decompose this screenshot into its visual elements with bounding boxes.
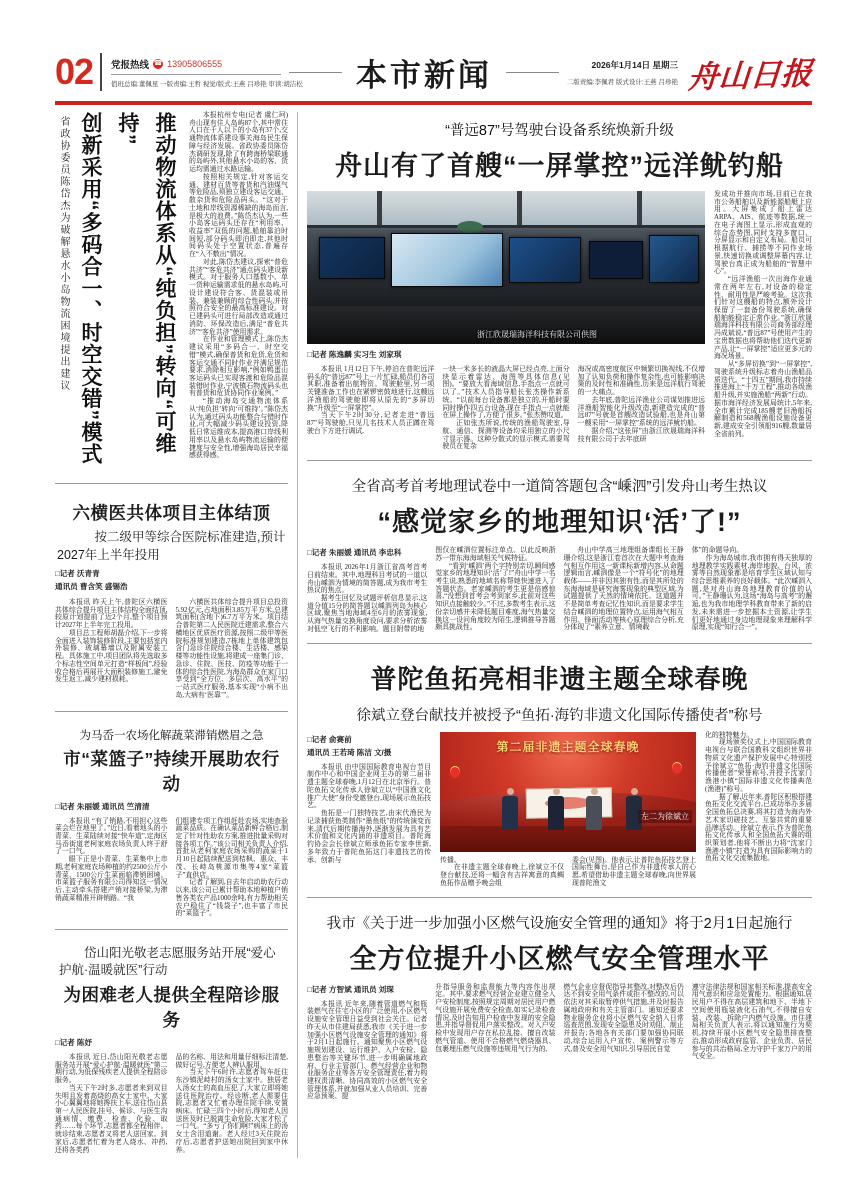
paragraph: 一块一米多长的液晶大屏已经点亮,上面分块显示着雷达、海图等具体信息(见图)。“要放大看海域信息,手指点一点就可以了。”技术人员指导船长张杰操作新系统。“以前每台设备都是独立的,开船时要同时操作四五台设备,现在手指点一点就能在屏上操作了,方便了很多。”张杰赞叹道。 <box>442 366 570 420</box>
byline: □记者 方智斌 通讯员 刘琛 <box>307 984 394 994</box>
paragraph: 按照相关规定,针对客运交通、建材百货等普货和汽油煤气等危险品,须独立建设客运交通、散杂货和危险品码头。“这对于土地和岸线资源稀缺的海岛而言,是极大的浪费。”陈岱杰认为,一些小岛客运码头还存在“利用率、收益率”双低的问题,船舶靠泊时间短,部分码头即泊即走,其他时间码头处于空置状态,普遍存在“入不敷出”情况。 <box>189 173 288 259</box>
article-column <box>307 564 427 634</box>
paragraph: 委会(见图)。他表示,让普陀鱼拓技艺登上国际性舞台,是自己作为非遗传承人的心愿,希望借助非遗主题全球春晚,向世界展现普陀渔文 <box>572 856 696 887</box>
byline: □记者 朱丽媛 通讯员 竺清清 <box>55 801 150 811</box>
right-column <box>298 112 812 1158</box>
article-gas-safety <box>307 905 812 1104</box>
paragraph: 当天下午2时多,志愿者来到双目失明且发着高烧的高女士家中。大家小心翼翼地将她搀扶上车,送往岱山县第一人民医院,挂号、候诊、与医生沟通病情、缴费、检查、化验、取药……每个环节,志愿者都全程相伴。就诊结束,志愿者又将老人送回家。到家后,志愿者忙着为老人烧水、冲药,还将各类药 <box>55 1084 168 1154</box>
masthead-logo: 舟山日报 <box>686 55 814 95</box>
editors-credits: 二版责编:李佩君 版式设计:王燕 吕珍艳 <box>566 78 678 86</box>
page-header <box>55 46 812 98</box>
paragraph: 升指导服务和监督能力等内容作出规定。其中,要求燃气经营企业建立健全入户安检制度,按照规定周期对居民用户燃气设施开展免费安全检查,如实记录检查情况,及时告知用户检查中发现的安全隐患,并指导督促用户落实整改。对入户安检中发现用户存在私拉乱接、擅自改装燃气管道、使用不合格燃气燃烧器具、包裹埋压燃气设施等违规用气行为的, <box>435 983 556 1053</box>
byline: □记者 陈妤 <box>55 1037 93 1047</box>
paragraph: 据介绍,“这张屏”由浙江欣晟瑞海洋科技有限公司于去年底研 <box>577 427 705 443</box>
article-column <box>435 547 555 634</box>
article-geography-exam <box>307 468 812 636</box>
divider <box>307 643 812 644</box>
article-column <box>578 366 705 451</box>
article-column <box>307 1001 427 1102</box>
lantern-decoration <box>450 766 460 778</box>
byline-block <box>55 568 288 592</box>
paragraph: “推动海岛交通物流体系从‘纯负担’转向‘可维持’。”陈岱杰认为,通过码头功能整合与错时作业,可大幅减少码头建设投资,降低日常运维成本,提高港口岸线利用率以及悬水岛屿物流运输的便捷度与安全性,增强海岛居民幸福感获得感。 <box>189 398 288 460</box>
header-divider <box>100 53 102 91</box>
kicker: 我市《关于进一步加强小区燃气设施安全管理的通知》将于2月1日起施行 <box>326 915 793 932</box>
article-column <box>442 366 569 451</box>
section-title-wrap <box>289 50 559 95</box>
paragraph: 化的独特魅力。 <box>705 731 754 739</box>
hotline-phone: 13905806555 <box>167 58 223 69</box>
paragraph: 本报讯 近日,岱山阳光敬老志愿服务站开展“爱心护航·温暖就医”第二期行动,为低保残疾老人提供全程陪诊服务。 <box>55 1053 168 1085</box>
paragraph: 品的名称、用法和用量仔细标注清楚,做好记号,方便老人辨认服用。 <box>175 1053 288 1069</box>
chart-display <box>391 233 503 287</box>
bridge-window <box>307 191 705 228</box>
staff-credits: 值班总编:董佩星 一版责编:王哲 视觉/版式:王燕 吕珍艳 审读:胡洁松 <box>111 80 303 88</box>
paragraph: 体”的命题导向。 <box>691 547 744 555</box>
section-title: 本市新闻 <box>355 57 492 93</box>
hotline-block <box>111 57 303 88</box>
monitor-screen <box>649 235 699 283</box>
lantern-decoration <box>672 762 682 774</box>
stage-person <box>586 788 602 830</box>
paragraph: “远洋渔船一次出海作业通常在两年左右,对设备的稳定性、耐用性是严峻考验。这次我们针对这艘船的特点,额外设计保留了一套备份驾驶系统,确保船舶能稳定正常作业。”浙江欣晟瑞海洋科技有限公司商务部经理冯成斌说,“普远87”号使用产生的宝贵数据也将帮助他们迭代更新产品,让“一屏掌控”适应更多元的海况场景。 <box>714 276 812 361</box>
byline: 通讯员 曹含笑 盛锡浩 <box>55 582 128 591</box>
article-column <box>176 818 289 919</box>
headline-line-1: 推动物流体系从“纯负担”转向“可维持” <box>116 112 176 455</box>
left-column <box>55 112 298 1158</box>
date-line: 2026年1月14日 星期三 <box>591 59 678 70</box>
header-right <box>567 50 812 95</box>
article-column <box>714 191 812 451</box>
paragraph: 眼下正是小青菜、生菜集中上市期,老柯家庭农场种植的约2500公斤小青菜、1500公斤生菜面临滞销困境。市菜篮子服务有限公司得知这一情况后,主动牵头搭建产销对接桥梁,为滞销蔬菜精准开辟销路。“我 <box>55 856 168 902</box>
paragraph: 现场颁奖仪式上,中国国际教育电视台与联合国教科文组织世界非物质文化遗产保护发展中心特别授予徐斌立“鱼拓·海钓非遗文化国际传播使者”荣誉称号,并授予沈家门渔港小镇“国际非遗文化传播典范(渔港)”称号。 <box>705 739 812 793</box>
divider <box>307 897 812 898</box>
paragraph: 对此,陈岱杰建议,探索“普危共济”“客危共济”通点码头建设新模式。对于服务人口基数小、单一货种运输需求低的悬水岛屿,可设计建设符合客、货混装或吊装、兼装兼顾的综合性码头,并按照符合安全的最高标准建设。对已建码头可进行局部改造或通过消防、环保改造后,满足“普危共济”“客危共济”使用需求。 <box>189 258 288 336</box>
paragraph: 本报讯 近年来,随着管道燃气和瓶装燃气在住宅小区的广泛使用,小区燃气设施安全管理日益受到社会关注。记者昨天从市住建局获悉,我市《关于进一步加强小区燃气设施安全管理的通知》将于2月1日起施行。通知聚焦小区燃气设施规划建设、运行维护、入户安检、隐患整治等关键环节,进一步明确属地政府、行业主管部门、燃气经营企业和物业服务企业等各方安全管理责任,着力构建权责清晰、协同高效的小区燃气安全管理体系,并就加强从业人员培训、完善应急预案、提 <box>307 1000 428 1101</box>
kicker: “普远87”号驾驶台设备系统焕新升级 <box>445 123 674 139</box>
article-column <box>572 857 696 888</box>
paragraph: 本报杭州专电(记者 虞仁珂)舟山现有住人岛屿87个,其中常住人口在千人以下的小岛有37个,交通物流体系建设事关海岛民生保障与经济发展。省政协委员陈岱杰调研发现,除了有跨海桥梁联通的岛屿外,其他悬水小岛的客、货运均需通过水路运输。 <box>189 112 288 174</box>
byline: □记者 沃青青 <box>55 569 100 578</box>
instrument-screen <box>589 241 643 279</box>
page-number: 02 <box>55 51 94 92</box>
paragraph: 去年底,普陀远洋渔业公司谋划推进远洋渔船智能化升级改造,新建造完成的“普远87”号就是首艘改造试验船,也是舟山第一艘采用“一屏掌控”系统的远洋鱿钓船。 <box>577 396 705 428</box>
divider <box>55 483 288 484</box>
article-column <box>564 547 684 634</box>
paragraph: 从“多屏切换”到“一屏掌控”,驾驶系统升级标志着舟山渔船品质迭代。“十四五”期间,我市持续推进海上“千万工程”,推动各级渔船升级,并实施渔船“两新”行动。据市海洋经济发展局统计,5年来,全市累计完成185艘老旧渔船拆解制造和568艘渔船设施设备更新,建成安全引领船916艘,数量居全省前列。 <box>714 361 812 438</box>
hotline-label: 党报热线 <box>111 59 150 71</box>
headline: 六横医共体项目主体结顶 <box>72 503 271 523</box>
paragraph: 们组建专项工作组赶赴农场,实地查验蔬菜品质。在确认菜品新鲜合格后,制定了针对性助农方案,推进批量采购对接各项工作。”该公司相关负责人介绍,首批从老柯家庭农场采购的蔬菜于1月10日起陆续配送到桔枫、惠众、丰茂、长峙岛桃源市集等4家“菜篮子”直供店。 <box>175 817 288 879</box>
paragraph: 正如张杰所说,传统的渔船驾驶室,导航、通信、探测等设备均采用独立的小尺寸显示器。这种分散式的显示模式,需要驾驶员在复杂 <box>442 420 570 451</box>
subtitle: 徐斌立登台献技并被授予“鱼拓·海钓非遗文化国际传播使者”称号 <box>356 707 763 724</box>
headline: 为困难老人提供全程陪诊服务 <box>63 984 280 1030</box>
headline: 普陀鱼拓亮相非遗主题全球春晚 <box>370 663 749 694</box>
kicker: 全省高考首考地理试卷中一道简答题包含“嵊泗”引发舟山考生热议 <box>351 479 768 496</box>
article-column <box>307 764 431 865</box>
byline: □记者 陈逸麟 实习生 刘家琪 <box>307 350 402 359</box>
paragraph: 据了解,近年来,普陀区积极搭建鱼拓文化交流平台,已成功举办多届全国鱼拓总决赛,将其打造为海内外艺术家切磋技艺、互鉴共赏的重要品牌活动。徐斌立表示,作为普陀鱼拓文化传承人和全国鱼拓大赛的组织策划者,他将不断出力将“沈家门渔港小镇”打造为具有国际影响力的鱼拓文化交流集散地。 <box>705 793 812 863</box>
photo-label: 左二为徐斌立 <box>638 810 692 823</box>
kicker: 为马岙一农场化解蔬菜滞销燃眉之急 <box>79 729 264 742</box>
article-column <box>564 984 684 1102</box>
byline: □记者 俞赛前 <box>307 734 352 744</box>
paragraph: 当天下午6时许,志愿者驾车赶往东沙镇泥峙村的汤女士家中。独居老人汤女士的高血压犯了,大家立即将她送往医院治疗。经诊断,老人需要住院,志愿者又忙着办理住院手续,安置病床。忙碌三四个小时后,得知老人因送医及时已脱离生命危险,大家才松了一口气。“多亏了你们啊!”病床上的汤女士含泪道谢。老人经过3天住院治疗后,志愿者护送她出院回到家中休养。 <box>175 1069 288 1154</box>
paragraph: “看到‘嵊泗’两个字特别亲切,瞬间感觉家乡的地理知识‘活’了!”舟山中学一名考生说,熟悉的地域名称帮她快速进入了答题状态。老家嵊泗的考生更是倍感惊喜,“没想到首考会考到家乡,此前对这些知识点接触较少。”不过,多数考生表示,这份亲切感并未降低题目难度,海气热量交换这一设问角度较为陌生,逻辑推导答题颇具挑战性。 <box>435 562 556 632</box>
paragraph: 图仅在嵊泗位置标注单点、以此反映浙苏一带东海海域相关气候特征。 <box>435 547 556 562</box>
divider <box>55 711 288 712</box>
article-column <box>705 732 812 888</box>
headline: 舟山有了首艘“一屏掌控”远洋鱿钓船 <box>335 151 784 181</box>
stage-person <box>548 788 564 830</box>
stage-person <box>626 788 642 830</box>
paragraph: 本报讯 “有了销路,不用担心这些菜会烂在地里了。”近日,看着地头的小青菜、生菜陆续对接“快车道”,定海区马岙街道老柯家庭农场负责人终于舒了一口气。 <box>55 817 168 856</box>
vertical-headline <box>55 112 183 476</box>
paragraph: 舟山中学高三地理组备课组长王静珊介绍,这是浙江卷首次在大题中考查海气相互作用这一新课标新增内容,从命题逻辑而言,嵊泗像是一个“符号化”的地理载体——并非因其独有性,而是其所处的东海海域是研究海雾现象的典型区域,为试题提供了天然的情境依托。这道题并不是简单考查记忆性知识,而是要求学生结合嵊泗的地理位置特点,运用海气相互作用、锋面活动等核心原理综合分析,充分体现了“素养立意、情境载 <box>563 547 684 632</box>
article-column <box>176 599 289 700</box>
article-column <box>55 1054 168 1155</box>
paragraph: 作为海岛城市,我市拥有得天独厚的地理教学实践素材,海岸地貌、台风、浓雾等自然现象都是培育学生区域认知与综合思维素养的良好载体。“此次嵊泗入题,是对舟山海岛地理教育价值的认可。”王静珊认为,这场“海岛与高考”的邂逅,也为我市地理学科教育带来了新的启发,未来需进一步挖掘本土资源,让学生们更好地通过身边地理现象来理解科学原理,实现“知行合一”。 <box>691 554 812 632</box>
headline: “感觉家乡的地理知识‘活’了!” <box>377 507 742 538</box>
gala-stage-photo <box>440 732 696 852</box>
byline: 通讯员 王若琦 陈洁 文/摄 <box>307 747 392 757</box>
kicker: 岱山阳光敬老志愿服务站开展“爱心护航·温暖就医”行动 <box>59 946 276 977</box>
ship-bridge-photo <box>307 191 705 344</box>
headline: 市“菜篮子”持续开展助农行动 <box>63 748 280 794</box>
headline-line-2: 创新采用“多码合一、时空交错”模式 <box>79 112 102 465</box>
article-body <box>189 112 288 476</box>
article-column <box>435 984 555 1102</box>
paragraph: 发成功并推向市场,目前已在我市公务船舶以及新能源船艇上应用。大屏集成了船上雷达ARPA、AIS、航迹等数据,统一在电子海图上显示,形成直观的综合态势图,同时支持多窗口、分屏显示和自定义布局。船员可根据航行、捕捞等不同作业场景,快速切换或调整屏幕内容,让驾驶台真正成为船舶的“智慧中心”。 <box>714 191 812 276</box>
subtitle: 按二级甲等综合医院标准建造,预计2027年上半年投用 <box>57 530 286 562</box>
paragraph: 本报讯 昨天上午,普陀区六横医共体综合提升项目主体结构全面结顶,较原计划提前了近2个月,整个项目预计2027年上半年完工投用。 <box>55 599 168 630</box>
phone-icon: ☎ <box>153 60 163 67</box>
paragraph: 项目总工程师胡磊介绍,下一步将全面进入装饰装修阶段,主要包括室内外装修、玻璃幕墙以及附属安装工程。具体施工中,项目团队将先选取多个标志性空间单元打造“样板间”,经验收合格后再展开大面积装修施工,避免发生返工,减少建材损耗。 <box>55 629 168 684</box>
nav-screen <box>509 237 581 283</box>
article-column <box>55 818 168 919</box>
article-elderly-escort <box>55 937 288 1158</box>
article-column <box>176 1054 289 1155</box>
article-island-logistics <box>55 112 288 476</box>
headline: 全方位提升小区燃气安全管理水平 <box>349 943 770 974</box>
photo-caption: 浙江欣晟瑞海洋科技有限公司供图 <box>477 330 597 339</box>
paragraph: 燃气企业应督促指导其整改,对整改后仍达不到安全用气条件或拒不整改的,可以依法对其采取暂停供气措施,并及时报告属地政府和有关主管部门。通知还要求物业服务企业将小区燃气安全纳入日常巡查范围,发现安全隐患及时劝阻、制止并报告;各地各有关部门要加强协同联动,综合运用入户宣传、案例警示等方式,普及安全用气知识,引导居民自觉 <box>563 983 684 1053</box>
kicker: 省政协委员陈岱杰为破解悬水小岛物流困境提出建议 <box>58 116 69 392</box>
paragraph: 本报讯 由中国国际教育电视台节目制作中心和中国企业网主办的第二届非遗主题全球春晚,1月12日在北京举行。普陀鱼拓文化传承人徐斌立以“中国渔文化推广大使”身份受邀登台,现场展示鱼拓技艺。 <box>307 763 431 810</box>
divider <box>307 460 812 461</box>
paragraph: 本报讯 2026年1月浙江省高考首考日前结束。其中,地理科目考试的一道以舟山嵊泗为情境的简答题,成为我市考生热议的焦点。 <box>307 564 428 595</box>
paragraph: 本报讯 1月12日下午,停泊在普陀远洋码头的“普远87”号上一片忙碌,船员们各司其职,准备着出航物资。驾驶舱里,另一项关键准备工作也在紧锣密鼓地进行,这艘远洋渔船的驾驶舱即将从原先的“多屏切换”升级至“一屏掌控”。 <box>307 366 435 412</box>
article-vegetable-aid <box>55 719 288 923</box>
paragraph: 海况或高密度航区中频繁切换视线,不仅增加了认知负荷和操作复杂性,也可能影响决策的及时性和准确性,历来是远洋航行驾驶的一大痛点。 <box>577 366 705 397</box>
article-column <box>307 366 434 451</box>
paragraph: 记者了解到,自去年启动助农行动以来,该公司已累计帮助本地种植户销售各类农产品1000余吨,有力帮助相关农户稳住了“钱袋子”,也丰富了市民的“菜篮子”。 <box>175 879 288 918</box>
article-fish-print-gala <box>307 651 812 890</box>
article-column <box>692 547 812 634</box>
article-hospital-topping <box>55 491 288 704</box>
stage-banner-text: 第二届非遗主题全球春晚 <box>496 739 640 754</box>
byline: □记者 朱丽媛 通讯员 李忠科 <box>307 548 402 558</box>
paragraph: 六横医共体综合提升项目总投资5.92亿元,占地面积3.85万平方米,总建筑面积(含地下)6.7万平方米。项目结合普陀第二人民医院迁建需求,整合六横地区优质医疗资源,按照二级甲等医院标准规划建造,7栋地上单体建筑包含门急诊住院综合楼、生活楼、感染楼等功能性设施,将建成一座集门诊、急诊、住院、医技、防疫等功能于一体的综合性医院,为海岛群众在家门口享受到“全方位、多层次、高水平”的一站式医疗服务,基本实现“小病不出岛,大病有‘医靠’”。 <box>175 599 288 699</box>
paragraph: 据考生回忆及试题评析信息显示,这道分值15分的简答题以嵊泗列岛为核心区域,聚焦当地海域4至6月的浓雾现象,从海气热量交换角度设问,要求分析浓雾对低空飞行的不利影响。题目附带的地 <box>307 595 428 633</box>
header-rule <box>55 101 812 105</box>
article-squid-ship <box>307 112 812 453</box>
article-column <box>55 599 168 700</box>
article-column <box>440 857 564 888</box>
radar-screen <box>319 237 385 279</box>
stage-person <box>502 788 518 830</box>
paragraph: 传播。 <box>440 856 461 864</box>
paragraph: 鱼拓是一门独特技艺,由宋代渔民为记录捕获鱼类制作“墨鱼纸”的传统演变而来,清代后期传播海外,逐渐发展为具有艺术价值和文化内涵的非遗项目。普陀海钓协会会长徐斌立师承鱼拓专家李世新,多年致力于普陀鱼拓这门非遗技艺的传承、创新与 <box>307 810 431 864</box>
paragraph: 在作业和管理模式上,陈岱杰建议采用“多码合一、时空交错”模式,确保普货和危货,危货和客运交通不同时作业并满足规范要求,消除相互影响,“例如鸭蛋山客运码头已实现客渡和危险品混装错时作业,宁波镇石物流码头也有普货和危货协同作业案例。” <box>189 336 288 398</box>
paragraph: 在非遗主题全球春晚上,徐斌立不仅登台献技,还将一幅含有吉祥寓意的真鲷鱼拓作品赠予晚会组 <box>440 864 564 887</box>
paragraph: 当天下午2时30分,记者走进“普远87”号驾驶舱,只见几名技术人员正蹲在驾驶台下方进行调试, <box>307 412 435 435</box>
article-column <box>692 984 812 1102</box>
divider <box>55 929 288 930</box>
paragraph: 遵守法律法规和国家相关标准,提高安全用气意识和应急处置能力。根据通知,居民用户不得在高层建筑和地下、半地下空间使用瓶装液化石油气,不得擅自安装、改装、拆除户内燃气设施。市住建局相关负责人表示,将以通知施行为契机,持续开展小区燃气安全隐患排查整治,推动形成政府监管、企业负责、居民参与的共治格局,全力守护千家万户的用气安全。 <box>691 983 812 1061</box>
